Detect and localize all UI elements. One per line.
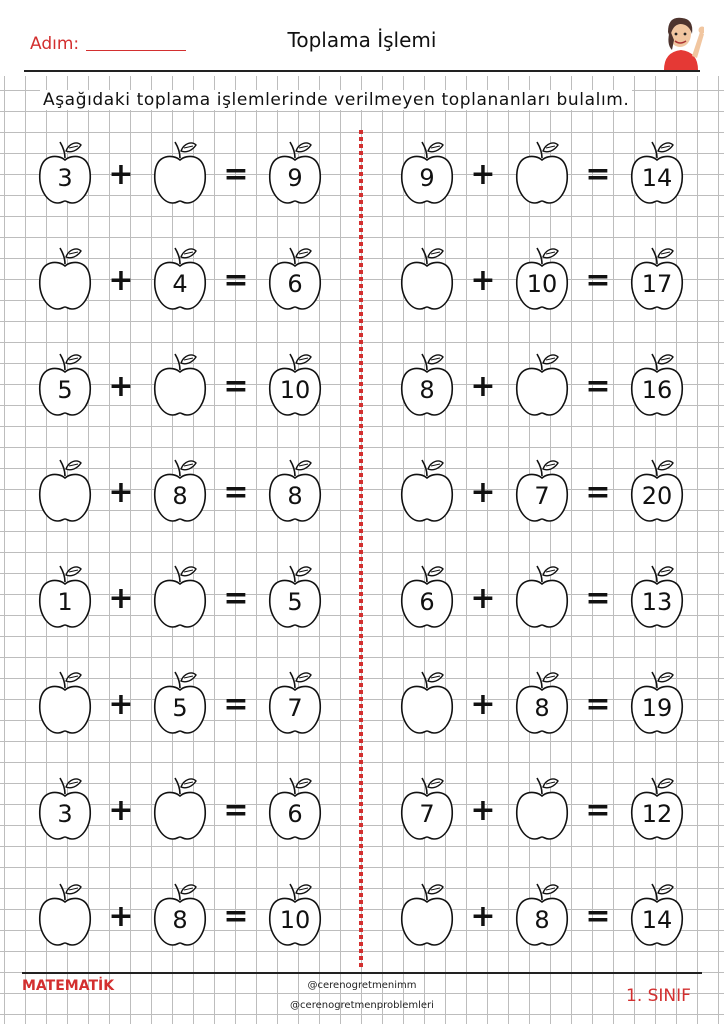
equals-sign: = xyxy=(223,369,249,404)
addend-apple-icon[interactable] xyxy=(398,454,456,524)
addend-apple-icon[interactable] xyxy=(36,136,94,206)
plus-sign: + xyxy=(470,581,496,616)
addend-apple-icon[interactable] xyxy=(151,666,209,736)
addend-apple-icon[interactable] xyxy=(398,136,456,206)
plus-sign: + xyxy=(108,263,134,298)
apple-number: 8 xyxy=(419,376,435,404)
page-title: Toplama İşlemi xyxy=(287,28,437,52)
header-divider xyxy=(24,70,700,72)
addend-apple-icon[interactable] xyxy=(398,242,456,312)
equals-sign: = xyxy=(223,899,249,934)
social-handle: @cerenogretmenimm xyxy=(307,980,417,991)
addition-problem xyxy=(36,454,326,524)
apple-number: 10 xyxy=(279,906,311,934)
equals-sign: = xyxy=(223,793,249,828)
addition-problem xyxy=(398,242,688,312)
sum-apple-icon[interactable] xyxy=(628,242,686,312)
apple-number: 16 xyxy=(641,376,673,404)
addition-problem xyxy=(36,772,326,842)
apple-number: 6 xyxy=(287,270,303,298)
addend-apple-icon[interactable] xyxy=(151,136,209,206)
equals-sign: = xyxy=(223,581,249,616)
sum-apple-icon[interactable] xyxy=(266,772,324,842)
sum-apple-icon[interactable] xyxy=(628,666,686,736)
apple-number: 6 xyxy=(419,588,435,616)
equals-sign: = xyxy=(585,157,611,192)
addition-problem xyxy=(36,666,326,736)
apple-number: 10 xyxy=(526,270,558,298)
addend-apple-icon[interactable] xyxy=(36,348,94,418)
sum-apple-icon[interactable] xyxy=(266,136,324,206)
apple-number: 1 xyxy=(57,588,73,616)
addend-apple-icon[interactable] xyxy=(36,560,94,630)
apple-number: 8 xyxy=(172,482,188,510)
equals-sign: = xyxy=(585,581,611,616)
column-divider xyxy=(359,130,363,970)
apple-number: 10 xyxy=(279,376,311,404)
apple-number: 5 xyxy=(172,694,188,722)
equals-sign: = xyxy=(223,157,249,192)
addend-apple-icon[interactable] xyxy=(151,454,209,524)
apple-number: 7 xyxy=(534,482,550,510)
apple-number: 8 xyxy=(172,906,188,934)
apple-number: 13 xyxy=(641,588,673,616)
subject-label: MATEMATİK xyxy=(22,978,115,994)
sum-apple-icon[interactable] xyxy=(628,454,686,524)
apple-number: 9 xyxy=(287,164,303,192)
footer-divider xyxy=(22,972,702,974)
social-handle: @cerenogretmenproblemleri xyxy=(290,1000,434,1011)
addend-apple-icon[interactable] xyxy=(36,772,94,842)
addend-apple-icon[interactable] xyxy=(151,348,209,418)
plus-sign: + xyxy=(470,793,496,828)
addend-apple-icon[interactable] xyxy=(513,242,571,312)
apple-number: 3 xyxy=(57,800,73,828)
teacher-avatar-icon xyxy=(658,10,704,74)
addend-apple-icon[interactable] xyxy=(151,242,209,312)
addend-apple-icon[interactable] xyxy=(36,454,94,524)
plus-sign: + xyxy=(470,263,496,298)
addend-apple-icon[interactable] xyxy=(151,772,209,842)
sum-apple-icon[interactable] xyxy=(266,666,324,736)
equals-sign: = xyxy=(585,899,611,934)
addition-problem xyxy=(36,348,326,418)
apple-number: 14 xyxy=(641,164,673,192)
sum-apple-icon[interactable] xyxy=(266,348,324,418)
apple-number: 3 xyxy=(57,164,73,192)
plus-sign: + xyxy=(108,581,134,616)
name-label: Adım: xyxy=(30,34,80,54)
plus-sign: + xyxy=(470,899,496,934)
apple-number: 8 xyxy=(534,906,550,934)
grade-label: 1. SINIF xyxy=(626,986,691,1006)
addend-apple-icon[interactable] xyxy=(398,772,456,842)
addend-apple-icon[interactable] xyxy=(513,772,571,842)
apple-number: 19 xyxy=(641,694,673,722)
addition-problem xyxy=(398,878,688,948)
sum-apple-icon[interactable] xyxy=(266,560,324,630)
equals-sign: = xyxy=(223,475,249,510)
sum-apple-icon[interactable] xyxy=(266,454,324,524)
sum-apple-icon[interactable] xyxy=(628,878,686,948)
addend-apple-icon[interactable] xyxy=(36,242,94,312)
sum-apple-icon[interactable] xyxy=(266,242,324,312)
plus-sign: + xyxy=(108,687,134,722)
plus-sign: + xyxy=(470,475,496,510)
addend-apple-icon[interactable] xyxy=(513,666,571,736)
sum-apple-icon[interactable] xyxy=(628,136,686,206)
equals-sign: = xyxy=(585,475,611,510)
sum-apple-icon[interactable] xyxy=(628,560,686,630)
addition-problem xyxy=(36,560,326,630)
plus-sign: + xyxy=(108,475,134,510)
addend-apple-icon[interactable] xyxy=(151,878,209,948)
apple-number: 20 xyxy=(641,482,673,510)
addend-apple-icon[interactable] xyxy=(513,348,571,418)
equals-sign: = xyxy=(223,687,249,722)
addition-problem xyxy=(36,136,326,206)
plus-sign: + xyxy=(108,157,134,192)
equals-sign: = xyxy=(585,687,611,722)
addend-apple-icon[interactable] xyxy=(513,136,571,206)
addition-problem xyxy=(398,348,688,418)
addition-problem xyxy=(398,136,688,206)
instruction-text: Aşağıdaki toplama işlemlerinde verilmeyen toplananları bulalım. xyxy=(40,90,632,110)
plus-sign: + xyxy=(470,157,496,192)
plus-sign: + xyxy=(470,687,496,722)
apple-number: 4 xyxy=(172,270,188,298)
addend-apple-icon[interactable] xyxy=(513,878,571,948)
addend-apple-icon[interactable] xyxy=(513,560,571,630)
apple-number: 7 xyxy=(419,800,435,828)
apple-number: 17 xyxy=(641,270,673,298)
plus-sign: + xyxy=(108,899,134,934)
apple-number: 12 xyxy=(641,800,673,828)
apple-number: 9 xyxy=(419,164,435,192)
apple-number: 8 xyxy=(534,694,550,722)
addend-apple-icon[interactable] xyxy=(398,666,456,736)
equals-sign: = xyxy=(223,263,249,298)
addend-apple-icon[interactable] xyxy=(398,560,456,630)
plus-sign: + xyxy=(108,369,134,404)
equals-sign: = xyxy=(585,369,611,404)
sum-apple-icon[interactable] xyxy=(628,772,686,842)
plus-sign: + xyxy=(470,369,496,404)
addition-problem xyxy=(398,772,688,842)
equals-sign: = xyxy=(585,263,611,298)
addition-problem xyxy=(36,878,326,948)
addend-apple-icon[interactable] xyxy=(513,454,571,524)
addend-apple-icon[interactable] xyxy=(151,560,209,630)
sum-apple-icon[interactable] xyxy=(628,348,686,418)
apple-number: 7 xyxy=(287,694,303,722)
apple-number: 14 xyxy=(641,906,673,934)
plus-sign: + xyxy=(108,793,134,828)
sum-apple-icon[interactable] xyxy=(266,878,324,948)
addition-problem xyxy=(398,560,688,630)
addend-apple-icon[interactable] xyxy=(398,348,456,418)
equals-sign: = xyxy=(585,793,611,828)
addend-apple-icon[interactable] xyxy=(36,878,94,948)
apple-number: 8 xyxy=(287,482,303,510)
addition-problem xyxy=(398,666,688,736)
addition-problem xyxy=(36,242,326,312)
apple-number: 5 xyxy=(287,588,303,616)
addend-apple-icon[interactable] xyxy=(398,878,456,948)
apple-number: 6 xyxy=(287,800,303,828)
apple-number: 5 xyxy=(57,376,73,404)
addend-apple-icon[interactable] xyxy=(36,666,94,736)
addition-problem xyxy=(398,454,688,524)
